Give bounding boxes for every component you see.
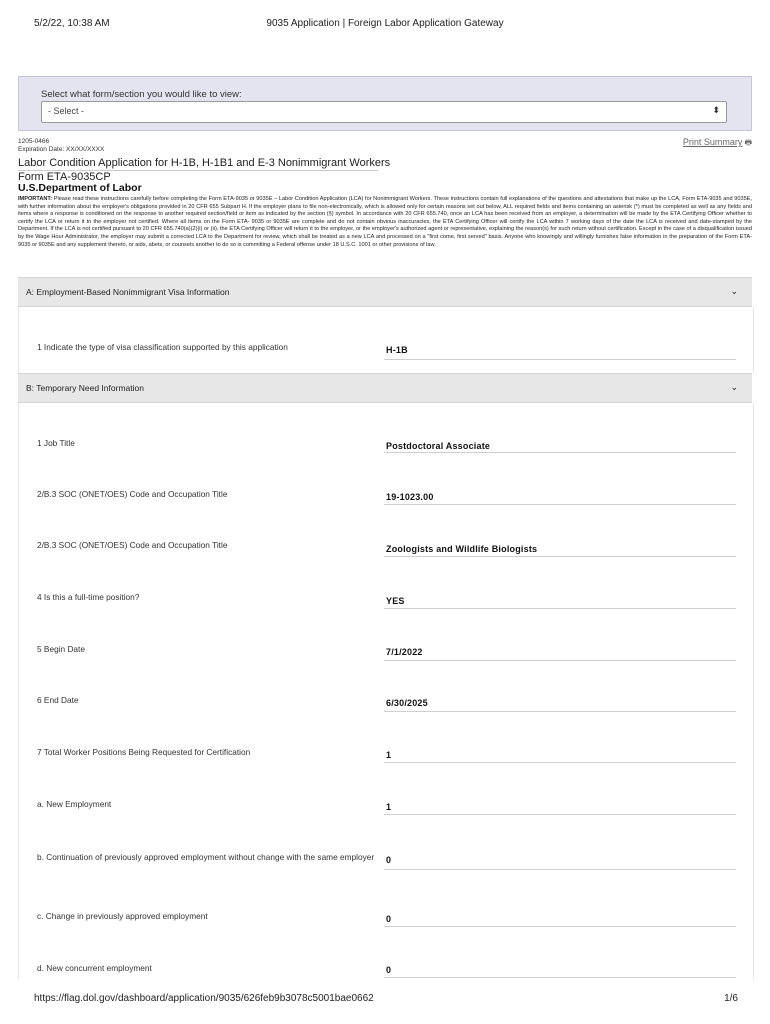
field-label: d. New concurrent employment	[37, 963, 152, 973]
field-row	[19, 963, 753, 993]
section-a-body	[18, 307, 754, 373]
field-label: 2/B.3 SOC (ONET/OES) Code and Occupation Title	[37, 489, 228, 499]
field-value: 6/30/2025	[386, 698, 428, 708]
department-name: U.S.Department of Labor	[18, 182, 142, 194]
field-underline	[384, 452, 736, 453]
select-value: - Select -	[48, 106, 85, 116]
field-row	[19, 342, 753, 372]
print-header	[0, 18, 770, 32]
field-row	[19, 489, 753, 519]
important-text: Please read these instructions carefully before completing the Form ETA-9035 or 9035E – Labor Condition Application (LCA) for Nonimmigrant Workers. These instructions contain full explanations of the questions and attestations that make up the LCA, Form ETA-9035 and 9035E, with further information about the employer's obligations provided in 20 CFR 655 Subpart H. If the employer plans to file non-electronically, which is allowed only for certain reasons set out below, ALL required fields and items containing an asterisk (*) must be completed as well as any fields and items where a response is conditioned on the response to another required section/field or item as indicated by the section (§) symbol. In accordance with 20 CFR 655.740, once an LCA has been received from an employer, a determination will be made by the ETA Certifying Officer whether to certify the LCA or return it to the employer not certified. Where all items on the Form ETA- 9035 or 9035E are complete and do not contain obvious inaccuracies, the ETA Certifying Officer will certify the LCA within 7 working days of the date the LCA is received and date-stamped by the Department. If the LCA is not certified pursuant to 20 CFR 655.740(a)(2)(i) or (ii), the ETA Certifying Officer will return it to the employer, or the employer's authorized agent or representative, explaining the reason(s) for such return without certification. Except in the case of a disqualification issued by the Wage Hour Administrator, the employer may submit a corrected LCA to the Department for review, which shall be treated as a new LCA and processed on a "first come, first served" basis. Anyone who knowingly and willingly furnishes false information in the preparation of the Form ETA- 9035 or 9035E and any supplement thereto, or aids, abets, or counsels another to do so is committing a Federal offense under 18 U.S.C. 1001 or other provisions of law.	[18, 196, 752, 248]
print-url: https://flag.dol.gov/dashboard/application/9035/626feb9b3078c5001bae0662	[34, 993, 374, 1004]
field-row	[19, 540, 753, 570]
selector-label: Select what form/section you would like to view:	[41, 89, 242, 100]
field-underline	[384, 660, 736, 661]
field-underline	[384, 556, 736, 557]
field-label: 1 Indicate the type of visa classification supported by this application	[37, 342, 288, 352]
field-label: 7 Total Worker Positions Being Requested for Certification	[37, 747, 251, 757]
field-label: c. Change in previously approved employment	[37, 911, 208, 921]
field-value: 19-1023.00	[386, 492, 434, 502]
field-value: Postdoctoral Associate	[386, 441, 491, 451]
print-timestamp: 5/2/22, 10:38 AM	[34, 18, 110, 29]
field-row	[19, 644, 753, 674]
field-value: H-1B	[386, 345, 408, 355]
form-title: Labor Condition Application for H-1B, H-1B1 and E-3 Nonimmigrant Workers	[18, 157, 391, 169]
section-b-header[interactable]	[18, 373, 752, 403]
omb-number: 1205-0466	[18, 138, 50, 145]
section-b-title: B: Temporary Need Information	[26, 383, 144, 393]
field-row	[19, 799, 753, 829]
field-row	[19, 438, 753, 468]
printer-icon: 🖶	[744, 138, 752, 147]
form-section-select[interactable]	[41, 101, 727, 123]
form-title-block	[18, 157, 390, 183]
field-value: YES	[386, 596, 405, 606]
field-row	[19, 695, 753, 725]
field-value: 0	[386, 855, 392, 865]
field-underline	[384, 869, 736, 870]
field-underline	[384, 608, 736, 609]
page-number: 1/6	[724, 993, 738, 1004]
chevron-down-icon: ⌄	[730, 286, 738, 296]
field-label: 4 Is this a full-time position?	[37, 592, 140, 602]
important-label: IMPORTANT:	[18, 196, 53, 202]
field-value: 7/1/2022	[386, 647, 423, 657]
form-section-selector-panel	[18, 76, 752, 131]
field-value: Zoologists and Wildlife Biologists	[386, 544, 538, 554]
field-underline	[384, 711, 736, 712]
print-summary-label: Print Summary	[682, 137, 743, 147]
important-notice	[18, 196, 752, 249]
field-underline	[384, 762, 736, 763]
field-row	[19, 592, 753, 622]
section-b-body	[18, 403, 754, 979]
field-value: 0	[386, 914, 392, 924]
field-row	[19, 747, 753, 777]
field-underline	[384, 359, 736, 360]
chevron-down-icon: ⌄	[730, 382, 738, 392]
field-label: a. New Employment	[37, 799, 112, 809]
field-value: 1	[386, 750, 392, 760]
field-value: 1	[386, 802, 392, 812]
section-a-header[interactable]	[18, 277, 752, 307]
print-summary-link[interactable]	[683, 137, 752, 151]
field-row	[19, 852, 753, 882]
field-label: b. Continuation of previously approved employment without change with the same employer	[37, 852, 375, 862]
up-down-arrows-icon: ⬍	[712, 105, 720, 115]
field-row	[19, 911, 753, 941]
field-underline	[384, 926, 736, 927]
field-underline	[384, 814, 736, 815]
field-label: 5 Begin Date	[37, 644, 85, 654]
section-a-title: A: Employment-Based Nonimmigrant Visa Information	[26, 287, 230, 297]
field-value: 0	[386, 965, 392, 975]
field-underline	[384, 504, 736, 505]
field-label: 6 End Date	[37, 695, 79, 705]
field-label: 1 Job Title	[37, 438, 75, 448]
field-label: 2/B.3 SOC (ONET/OES) Code and Occupation Title	[37, 540, 228, 550]
form-number: Form ETA-9035CP	[18, 171, 111, 183]
field-underline	[384, 977, 736, 978]
print-page-title: 9035 Application | Foreign Labor Application Gateway	[266, 18, 504, 29]
omb-info	[18, 138, 104, 154]
expiration-date: Expiration Date: XX/XX/XXXX	[18, 146, 105, 153]
